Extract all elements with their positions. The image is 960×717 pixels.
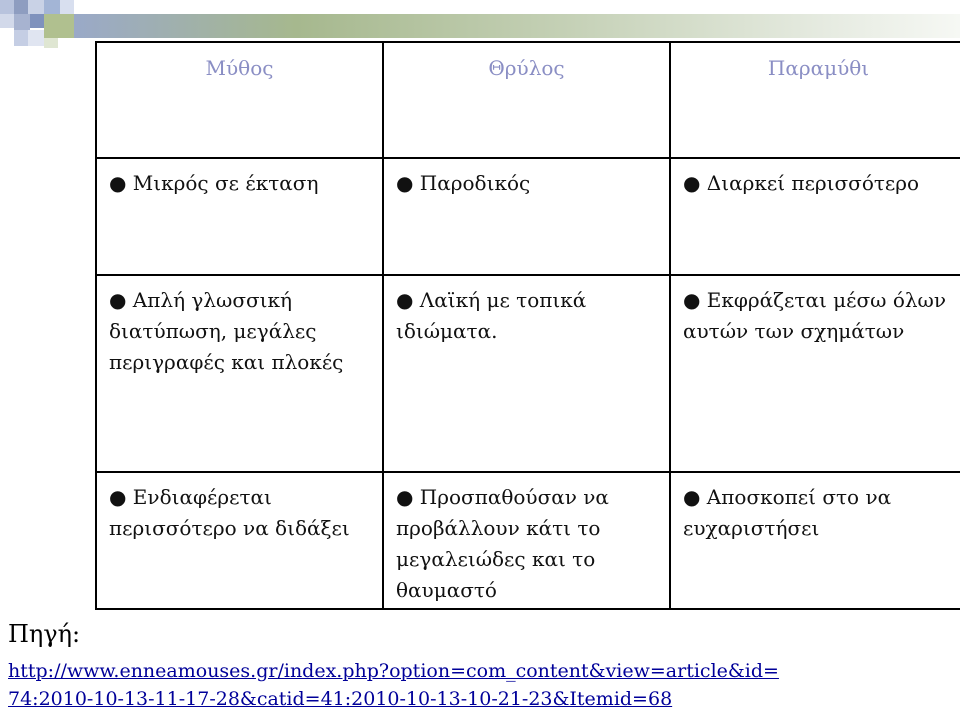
decor-square — [44, 14, 74, 38]
comparison-table — [95, 41, 960, 610]
table-cell: ● Αποσκοπεί στο να ευχαριστήσει — [670, 472, 960, 609]
table-cell: ● Λαϊκή με τοπικά ιδιώματα. — [383, 275, 670, 472]
source-link[interactable]: 74:2010-10-13-11-17-28&catid=41:2010-10-13-10-21-23&Itemid=68 — [8, 688, 673, 710]
table-cell: ● Μικρός σε έκταση — [96, 158, 383, 275]
table-cell: ● Παροδικός — [383, 158, 670, 275]
decor-square — [44, 0, 60, 14]
table-row — [96, 158, 960, 275]
table-cell: ● Ενδιαφέρεται περισσότερο να διδάξει — [96, 472, 383, 609]
decor-square — [28, 0, 44, 14]
decor-square — [14, 30, 28, 46]
table-cell: ● Προσπαθούσαν να προβάλλουν κάτι το μεγαλειώδες και το θαυμαστό — [383, 472, 670, 609]
decor-square — [60, 0, 74, 14]
header-fairytale: Παραμύθι — [670, 42, 960, 158]
decor-square — [0, 0, 14, 14]
decor-square — [0, 14, 14, 28]
decor-square — [30, 14, 44, 28]
gradient-band — [74, 14, 960, 38]
source-label: Πηγή: — [8, 620, 81, 648]
decor-square — [44, 38, 58, 48]
table-cell: ● Απλή γλωσσική διατύπωση, μεγάλες περιγραφές και πλοκές — [96, 275, 383, 472]
table-row — [96, 472, 960, 609]
table-cell: ● Διαρκεί περισσότερο — [670, 158, 960, 275]
header-legend: Θρύλος — [383, 42, 670, 158]
table-header-row — [96, 42, 960, 158]
decorative-banner — [0, 0, 960, 40]
table-cell: ● Εκφράζεται μέσω όλων αυτών των σχημάτων — [670, 275, 960, 472]
source-link[interactable]: http://www.enneamouses.gr/index.php?option=com_content&view=article&id= — [8, 660, 779, 682]
header-myth: Μύθος — [96, 42, 383, 158]
decor-square — [14, 0, 28, 14]
table-row — [96, 275, 960, 472]
decor-square — [28, 30, 44, 46]
decor-square — [14, 14, 30, 30]
